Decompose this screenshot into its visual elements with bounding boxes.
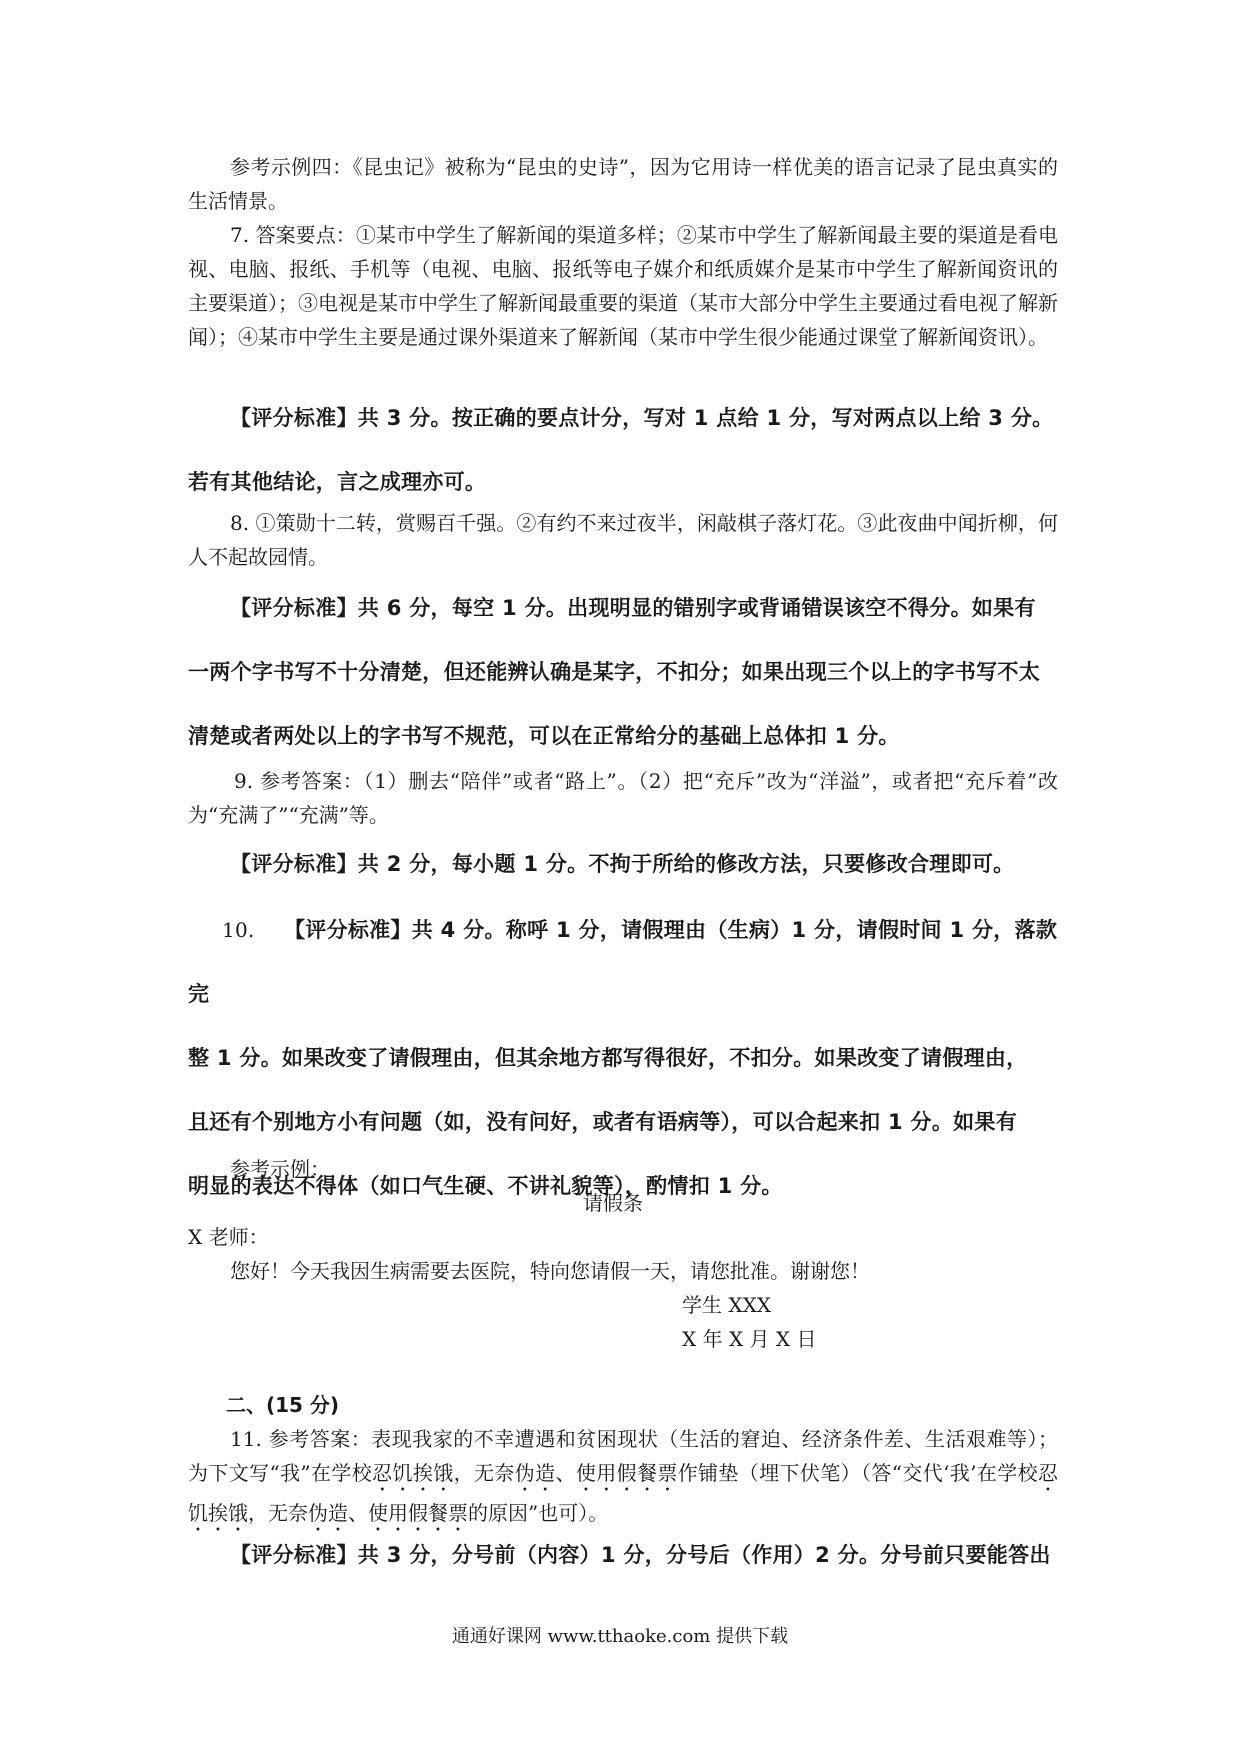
question-9 (188, 764, 1058, 832)
question-8 (188, 506, 1058, 574)
question-11 (188, 1422, 1058, 1536)
note-title: 请假条 (583, 1191, 643, 1215)
q8-answer: 8. ①策勋十二转，赏赐百千强。②有约不来过夜半，闲敲棋子落灯花。③此夜曲中闻折柳，何人不起故园情。 (188, 511, 1058, 569)
example-four (188, 150, 1058, 218)
q8-scoring (188, 576, 1058, 768)
q8-standard-line-2: 一两个字书写不十分清楚，但还能辨认确是某字，不扣分；如果出现三个以上的字书写不太 (188, 660, 1040, 684)
q10-standard-line-1 (188, 898, 1058, 1026)
page-footer: 通通好课网 www.tthaoke.com 提供下载 (451, 1626, 789, 1647)
q11-standard: 【评分标准】共 3 分，分号前（内容）1 分，分号后（作用）2 分。分号前只要能答出 (230, 1543, 1051, 1567)
q9-answer: 9. 参考答案：（1）删去“陪伴”或者“路上”。（2）把“充斥”改为“洋溢”，或者把“充斥着”改为“充满了”“充满”等。 (188, 769, 1058, 827)
q11-answer (188, 1422, 1058, 1536)
section-2 (188, 1388, 1058, 1422)
q8-standard-line-3: 清楚或者两处以上的字书写不规范，可以在正常给分的基础上总体扣 1 分。 (188, 724, 900, 748)
q9-scoring (188, 832, 1058, 896)
q9-standard: 【评分标准】共 2 分，每小题 1 分。不拘于所给的修改方法，只要修改合理即可。 (230, 852, 1015, 876)
example-label (188, 1152, 1058, 1186)
q11-emphasis-4: 伪造、使用假餐票 (308, 1501, 468, 1525)
q10-standard-text: 【评分标准】共 4 分。称呼 1 分，请假理由（生病）1 分，请假时间 1 分，落款完 (188, 918, 1058, 1006)
section-2-heading: 二、(15 分) (226, 1393, 340, 1417)
q11-text-4: ，无奈 (248, 1501, 308, 1525)
q11-text-2: ，无奈 (453, 1461, 515, 1485)
note-salutation: X 老师： (188, 1225, 269, 1249)
note-date: X 年 X 月 X 日 (682, 1327, 817, 1351)
q10-standard-line-2: 整 1 分。如果改变了请假理由，但其余地方都写得很好，不扣分。如果改变了请假理由， (188, 1046, 1028, 1070)
q11-text-5: 的原因”也可）。 (468, 1501, 609, 1525)
q11-text-3: 作铺垫（埋下伏笔）（答“交代‘我’在学校 (677, 1461, 1039, 1485)
q7-answer: 7. 答案要点：①某市中学生了解新闻的渠道多样；②某市中学生了解新闻最主要的渠道是看电视、电脑、报纸、手机等（电视、电脑、报纸等电子媒介和纸质媒介是某市中学生了解新闻资讯的主要渠道）；③电视是某市中学生了解新闻最重要的渠道（某市大部分中学生主要通过看电视了解新闻）；④某市中学生主要是通过课外渠道来了解新闻（某市中学生很少能通过课堂了解新闻资讯）。 (188, 223, 1058, 349)
q11-emphasis-3: 忍饥挨饿 (188, 1461, 1059, 1525)
example-label-text: 参考示例： (230, 1157, 330, 1181)
q11-text-1: 11. 参考答案：表现我家的不幸遭遇和贫困现状（生活的窘迫、经济条件差、生活艰难等）；为下文写“我”在学校 (188, 1427, 1058, 1485)
q7-standard-line-2: 若有其他结论，言之成理亦可。 (188, 470, 487, 494)
q11-emphasis-2: 伪造、使用假餐票 (514, 1461, 678, 1485)
q7-standard-line-1: 【评分标准】共 3 分。按正确的要点计分，写对 1 点给 1 分，写对两点以上给 3 分。 (230, 406, 1054, 430)
note-body: 您好！今天我因生病需要去医院，特向您请假一天，请您批准。谢谢您！ (230, 1259, 870, 1283)
question-7 (188, 218, 1058, 354)
q11-emphasis-1: 忍饥挨饿 (372, 1461, 454, 1485)
q8-standard-line-1: 【评分标准】共 6 分，每空 1 分。出现明显的错别字或背诵错误该空不得分。如果有 (230, 596, 1036, 620)
q10-number: 10. (222, 918, 255, 942)
q7-scoring (188, 386, 1058, 514)
example-four-text: 参考示例四：《昆虫记》被称为“昆虫的史诗”，因为它用诗一样优美的语言记录了昆虫真实的生活情景。 (188, 155, 1058, 213)
leave-note (188, 1186, 1058, 1356)
note-signature: 学生 XXX (682, 1293, 772, 1317)
q11-scoring (188, 1538, 1058, 1572)
q10-standard-line-3: 且还有个别地方小有问题（如，没有问好，或者有语病等），可以合起来扣 1 分。如果有 (188, 1110, 1018, 1134)
q10-standard-line-4: 明显的表达不得体（如口气生硬、不讲礼貌等），酌情扣 1 分。 (188, 1174, 783, 1198)
